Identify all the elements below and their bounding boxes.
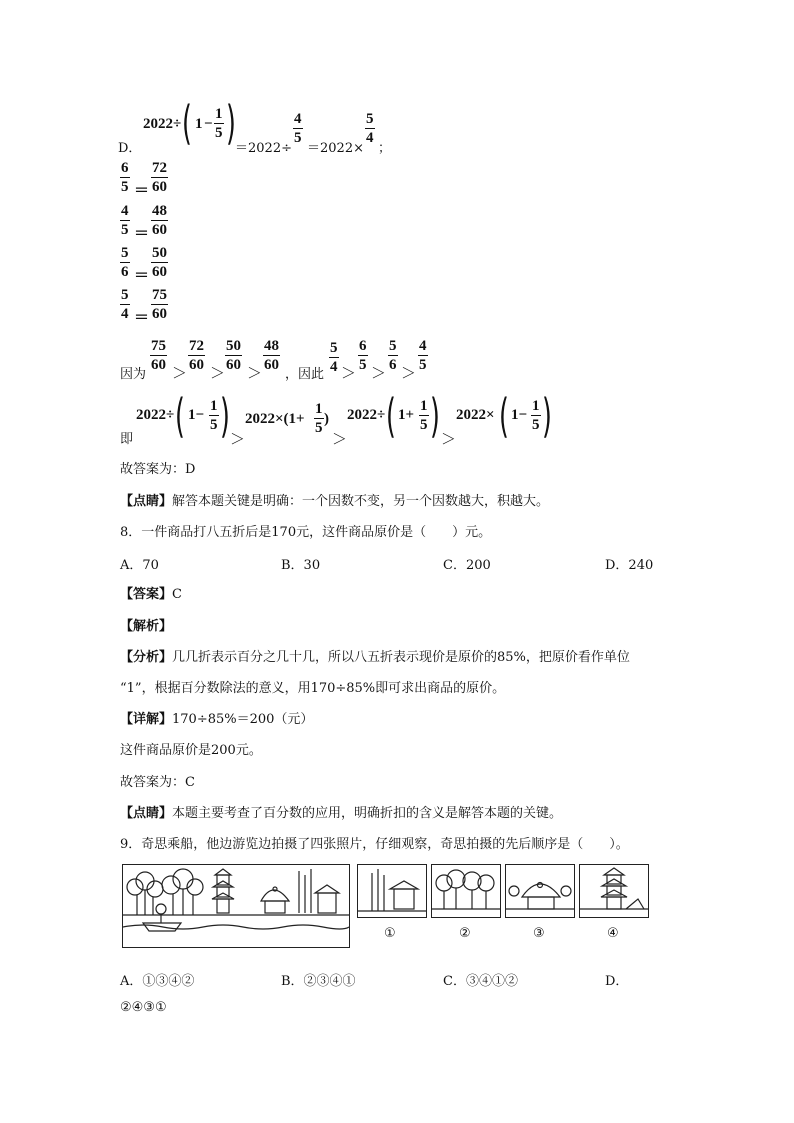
fraction: $\frac{6}{5}$ [121,160,129,195]
right-paren: ) [430,389,440,443]
panorama-image [122,864,350,948]
gt-sign: ＞ [401,364,417,382]
equals: ＝ [134,310,150,326]
photo-label-3: ③ [533,926,545,941]
fraction: $\frac{5}{4}$ [121,287,129,322]
detail-tag: 【详解】 [120,712,173,727]
fraction: $\frac{5}{4}$ [330,340,338,375]
because-prefix: 因为 [120,367,147,382]
term2-b: ) [324,411,329,427]
q8-answer [120,583,182,602]
expr-minus: − [204,116,213,132]
q8-option-c: C．200 [443,558,491,573]
right-paren: ) [542,389,552,443]
term2-a: 2022×(1+ [245,411,305,427]
term4-a: 2022× [456,407,495,423]
photo-label-2: ② [459,926,471,941]
expr-one: 1 [195,116,203,132]
fraction: $\frac{5}{6}$ [121,245,129,280]
fraction: $\frac{5}{6}$ [389,338,397,373]
fraction: $\frac{50}{60}$ [152,245,167,280]
q8-option-a: A．70 [120,558,159,573]
gt-sign: ＞ [172,364,188,382]
right-paren: ) [220,389,230,443]
fraction: $\frac{4}{5}$ [121,203,129,238]
gt-sign: ＞ [441,430,457,448]
panorama-scene [123,865,349,947]
gt-sign: ＞ [210,364,226,382]
term1-a: 2022÷ [136,407,175,423]
tip-text: 本题主要考查了百分数的应用，明确折扣的含义是解答本题的关键。 [172,806,563,821]
photo-2-scene [432,865,500,917]
photo-label-1: ① [384,926,396,941]
gt-sign: ＞ [341,364,357,382]
q7-tip [120,490,549,509]
photo-3 [505,864,575,918]
photo-3-scene [506,865,574,917]
q8-final: 故答案为：C [120,775,195,790]
q8-detail [120,708,313,727]
gt-sign: ＞ [247,364,263,382]
left-paren: ( [175,389,185,443]
q9-option-d: D． [605,974,629,989]
term3-a: 2022÷ [347,407,386,423]
left-paren: ( [182,96,192,150]
therefore-word: ，因此 [285,367,325,382]
q9-option-a: A．①③④② [120,974,195,989]
q9-option-c: C．③④①② [443,974,518,989]
gt-sign: ＞ [371,364,387,382]
fraction: $\frac{1}{5}$ [315,401,323,436]
fraction: $\frac{1}{5}$ [210,398,218,433]
photo-1 [357,864,427,918]
fraction-4-5: $\frac{4}{5}$ [294,111,302,146]
fraction: $\frac{4}{5}$ [419,338,427,373]
fraction: $\frac{48}{60}$ [264,338,279,373]
tip-tag: 【点睛】 [120,806,173,821]
answer-value: C [172,587,182,602]
q8-tip [120,802,562,821]
tip-text: 解答本题关键是明确：一个因数不变，另一个因数越大，积越大。 [172,494,550,509]
photo-1-scene [358,865,426,917]
fraction: $\frac{1}{5}$ [532,398,540,433]
q9-option-d-value: ②④③① [120,1000,167,1015]
term1-b: 1− [188,407,205,423]
analysis-tag: 【解析】 [120,619,173,634]
fenxi-tag: 【分析】 [120,650,173,665]
q8-conclusion: 这件商品原价是200元。 [120,743,262,758]
equals: ＝ [134,226,150,242]
fraction: $\frac{50}{60}$ [226,338,241,373]
term3-b: 1+ [398,407,415,423]
expr-2022-div: 2022÷ [143,116,182,132]
gt-sign: ＞ [332,430,348,448]
photo-2 [431,864,501,918]
q9-option-b: B．②③④① [281,974,356,989]
tip-tag: 【点睛】 [120,494,173,509]
q8-analysis-tag [120,615,172,634]
term4-b: 1− [511,407,528,423]
fraction: $\frac{1}{5}$ [420,398,428,433]
semicolon: ； [378,141,392,156]
option-d-label: D． [118,141,142,156]
equals: ＝ [134,183,150,199]
detail-text: 170÷85%＝200（元） [172,712,314,727]
therefore-prefix: 即 [120,432,134,447]
fenxi-text: 几几折表示百分之几十几，所以八五折表示现价是原价的85%，把原价看作单位 [172,650,630,665]
photo-label-4: ④ [607,926,619,941]
eq-2022-div: ＝2022÷ [235,141,292,156]
q7-answer: 故答案为：D [120,462,196,477]
left-paren: ( [386,389,396,443]
answer-tag: 【答案】 [120,587,173,602]
fraction: $\frac{75}{60}$ [152,287,167,322]
fraction-1-5: $\frac{1}{5}$ [215,106,223,141]
equals: ＝ [134,268,150,284]
fraction: $\frac{6}{5}$ [359,338,367,373]
photo-4 [579,864,649,918]
q8-fenxi-line1 [120,646,630,665]
photo-4-scene [580,865,648,917]
q8-stem: 8．一件商品打八五折后是170元，这件商品原价是（ ）元。 [120,525,492,540]
fraction: $\frac{48}{60}$ [152,203,167,238]
eq-2022-times: ＝2022× [307,141,364,156]
left-paren: ( [499,389,509,443]
right-paren: ) [226,96,236,150]
fraction: $\frac{72}{60}$ [152,160,167,195]
fraction: $\frac{72}{60}$ [189,338,204,373]
q8-fenxi-line2: “1”，根据百分数除法的意义，用170÷85%即可求出商品的原价。 [120,681,506,696]
gt-sign: ＞ [230,430,246,448]
q8-option-b: B．30 [281,558,321,573]
fraction: $\frac{75}{60}$ [151,338,166,373]
q9-stem: 9．奇思乘船，他边游览边拍摄了四张照片，仔细观察，奇思拍摄的先后顺序是（ ）。 [120,837,629,852]
fraction-5-4: $\frac{5}{4}$ [366,111,374,146]
q8-option-d: D．240 [605,558,654,573]
